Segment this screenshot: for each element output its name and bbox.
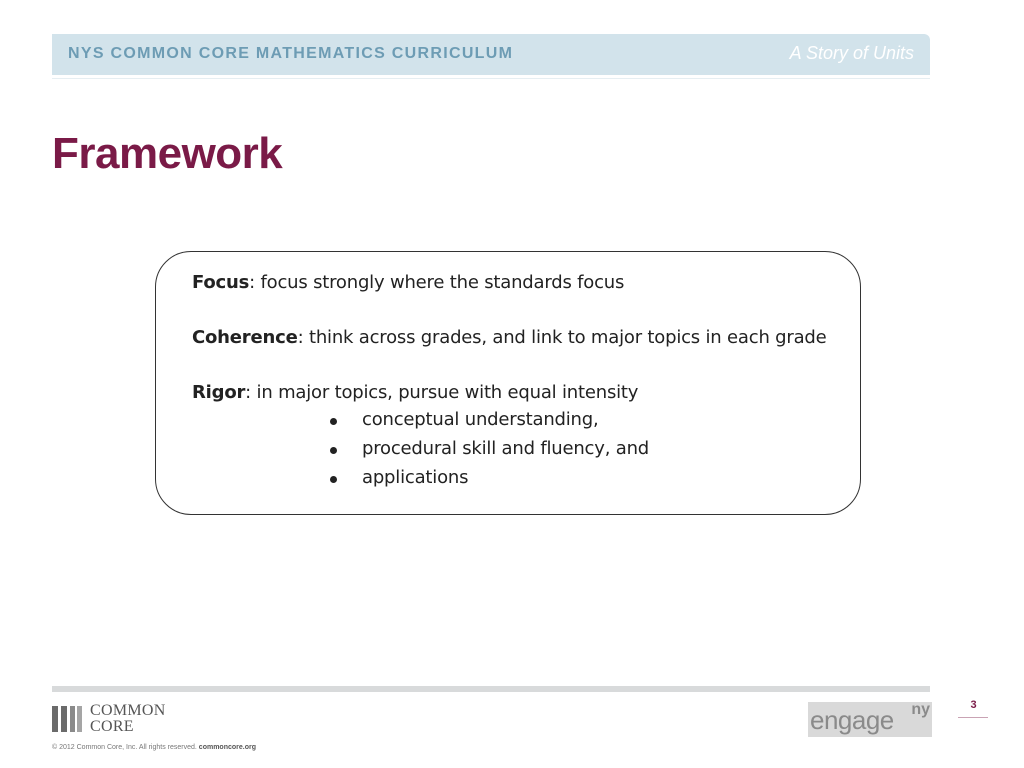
page-number-underline bbox=[958, 717, 988, 718]
page-number: 3 bbox=[970, 699, 977, 711]
rigor-bullet-list bbox=[328, 409, 649, 496]
series-title: A Story of Units bbox=[789, 43, 914, 63]
focus-line bbox=[192, 272, 624, 293]
copyright-notice bbox=[52, 744, 256, 751]
coherence-line bbox=[192, 327, 827, 348]
rigor-term: Rigor bbox=[192, 382, 246, 403]
bullet-icon bbox=[330, 476, 337, 483]
footer-divider bbox=[52, 686, 930, 692]
bullet-text: procedural skill and fluency, and bbox=[362, 438, 649, 459]
framework-box bbox=[155, 251, 861, 515]
list-item bbox=[328, 409, 649, 438]
page-title: Framework bbox=[52, 129, 283, 178]
list-item bbox=[328, 438, 649, 467]
focus-term: Focus bbox=[192, 272, 250, 293]
engage-wordmark: engage bbox=[810, 705, 894, 735]
list-item bbox=[328, 467, 649, 496]
logo-line-1: COMMON bbox=[90, 702, 166, 719]
engage-superscript: ny bbox=[911, 701, 930, 718]
logo-line-2: CORE bbox=[90, 718, 134, 735]
bullet-icon bbox=[330, 447, 337, 454]
common-core-logo bbox=[52, 703, 192, 737]
coherence-term: Coherence bbox=[192, 327, 298, 348]
bullet-icon bbox=[330, 418, 337, 425]
engageny-logo bbox=[808, 702, 932, 737]
header-divider bbox=[52, 78, 930, 79]
site-link[interactable]: commoncore.org bbox=[198, 744, 256, 751]
bullet-text: applications bbox=[362, 467, 469, 488]
copyright-text: © 2012 Common Core, Inc. All rights reserved. bbox=[52, 744, 197, 751]
focus-text: : focus strongly where the standards focus bbox=[249, 272, 625, 293]
bullet-text: conceptual understanding, bbox=[362, 409, 599, 430]
common-core-wordmark bbox=[90, 703, 166, 735]
curriculum-title: NYS COMMON CORE MATHEMATICS CURRICULUM bbox=[68, 45, 514, 62]
rigor-line bbox=[192, 382, 638, 403]
coherence-text: : think across grades, and link to major topics in each grade bbox=[297, 327, 827, 348]
header-bar bbox=[52, 34, 930, 75]
rigor-text: : in major topics, pursue with equal intensity bbox=[245, 382, 639, 403]
